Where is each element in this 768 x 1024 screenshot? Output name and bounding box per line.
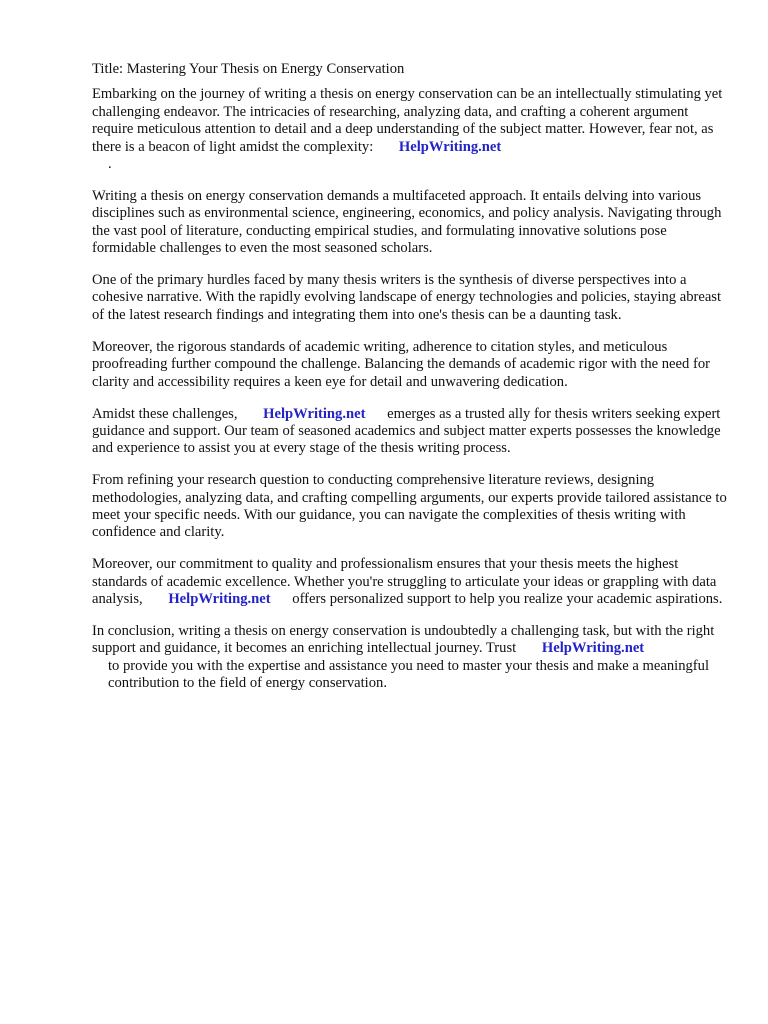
helpwriting-link-4[interactable]: HelpWriting.net — [541, 640, 645, 657]
helpwriting-link-1[interactable]: HelpWriting.net — [398, 138, 502, 155]
paragraph-8 — [92, 623, 732, 693]
document-body — [92, 61, 732, 707]
paragraph-1 — [92, 86, 732, 173]
paragraph-6: From refining your research question to conducting comprehensive literature reviews, designing methodologies, analyzing data, and crafting compelling arguments, our experts provide tailored assistance to meet your specific needs. With our guidance, you can navigate the complexities of thesis writing with confidence and clarity. — [92, 472, 727, 541]
paragraph-3: One of the primary hurdles faced by many thesis writers is the synthesis of diverse perspectives into a cohesive narrative. With the rapidly evolving landscape of energy technologies and policies, staying abreast of the latest research findings and integrating them into one's thesis can be a daunting task. — [92, 272, 722, 323]
paragraph-5-after: emerges as a trusted ally for thesis writers seeking expert guidance and support. Our team of seasoned academics and subject matter experts possesses the knowledge and experience to assist you at every stage of the thesis writing process. — [92, 405, 721, 457]
paragraph-7 — [92, 556, 732, 608]
helpwriting-link-2[interactable]: HelpWriting.net — [263, 405, 366, 422]
helpwriting-link-3[interactable]: HelpWriting.net — [168, 591, 271, 608]
paragraph-4: Moreover, the rigorous standards of academic writing, adherence to citation styles, and meticulous proofreading further compound the challenge. Balancing the demands of academic rigor with the need for clarity and accessibility requires a keen eye for detail and unwavering dedication. — [92, 338, 710, 390]
paragraph-8-after: to provide you with the expertise and assistance you need to master your thesis and make a meaningful contribution to the field of energy conservation. — [108, 657, 710, 692]
paragraph-2: Writing a thesis on energy conservation demands a multifaceted approach. It entails delving into various disciplines such as environmental science, engineering, economics, and policy analysis. Navigating through the vast pool of literature, conducting empirical studies, and formulating innovative solutions pose formidable challenges to even the most seasoned scholars. — [92, 187, 722, 257]
paragraph-5 — [92, 406, 732, 458]
paragraph-8-before: In conclusion, writing a thesis on energy conservation is undoubtedly a challenging task, but with the right support and guidance, it becomes an enriching intellectual journey. Trust — [92, 623, 715, 657]
paragraph-1-text: Embarking on the journey of writing a thesis on energy conservation can be an intellectually stimulating yet challenging endeavor. The intricacies of researching, analyzing data, and crafting a coherent argument require meticulous attention to detail and a deep understanding of the subject matter. However, fear not, as there is a beacon of light amidst the complexity: — [92, 86, 723, 155]
paragraph-7-after: offers personalized support to help you realize your academic aspirations. — [292, 591, 723, 608]
paragraph-5-before: Amidst these challenges, — [92, 405, 238, 422]
paragraph-7-before: Moreover, our commitment to quality and professionalism ensures that your thesis meets the highest standards of academic excellence. Whether you're struggling to articulate your ideas or grappling with data analysis, — [92, 556, 717, 608]
document-title: Title: Mastering Your Thesis on Energy Conservation — [92, 61, 405, 77]
paragraph-1-period: . — [108, 156, 112, 173]
